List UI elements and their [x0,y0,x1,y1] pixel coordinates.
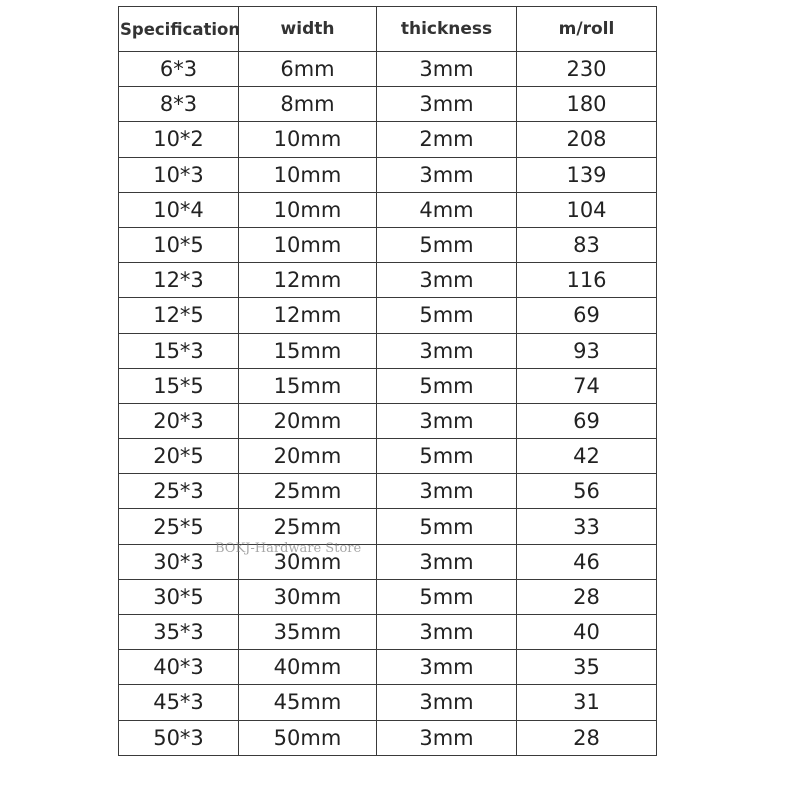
table-row [119,227,657,262]
cell-width: 20mm [239,403,377,438]
cell-thickness: 5mm [377,298,517,333]
spec-table [118,6,657,756]
cell-thickness: 5mm [377,509,517,544]
cell-width: 15mm [239,368,377,403]
header-m-per-roll: m/roll [517,7,657,52]
table-row [119,720,657,755]
cell-thickness: 3mm [377,720,517,755]
table-row [119,263,657,298]
cell-width: 30mm [239,544,377,579]
cell-thickness: 3mm [377,474,517,509]
table-row [119,509,657,544]
cell-width: 25mm [239,509,377,544]
cell-width: 12mm [239,298,377,333]
cell-width: 25mm [239,474,377,509]
cell-width: 10mm [239,227,377,262]
table-row [119,439,657,474]
table-row [119,474,657,509]
cell-specification: 30*5 [119,579,239,614]
cell-m-per-roll: 93 [517,333,657,368]
cell-thickness: 3mm [377,52,517,87]
cell-specification: 25*3 [119,474,239,509]
table-row [119,368,657,403]
cell-m-per-roll: 28 [517,579,657,614]
table-row [119,122,657,157]
cell-width: 10mm [239,192,377,227]
table-row [119,685,657,720]
store-watermark: BOKJ-Hardware Store [215,541,362,556]
table-body [119,52,657,756]
table-row [119,333,657,368]
cell-m-per-roll: 139 [517,157,657,192]
cell-thickness: 5mm [377,368,517,403]
cell-width: 6mm [239,52,377,87]
cell-thickness: 3mm [377,685,517,720]
cell-specification: 50*3 [119,720,239,755]
cell-specification: 45*3 [119,685,239,720]
header-specification: Specification [119,7,239,52]
cell-thickness: 3mm [377,544,517,579]
cell-specification: 12*5 [119,298,239,333]
table-row [119,192,657,227]
cell-width: 10mm [239,157,377,192]
cell-specification: 12*3 [119,263,239,298]
table-row [119,157,657,192]
cell-specification: 30*3 [119,544,239,579]
cell-thickness: 3mm [377,157,517,192]
cell-m-per-roll: 33 [517,509,657,544]
cell-specification: 10*3 [119,157,239,192]
cell-m-per-roll: 208 [517,122,657,157]
cell-thickness: 4mm [377,192,517,227]
cell-m-per-roll: 31 [517,685,657,720]
cell-thickness: 3mm [377,263,517,298]
cell-width: 50mm [239,720,377,755]
cell-thickness: 3mm [377,650,517,685]
cell-m-per-roll: 230 [517,52,657,87]
header-row [119,7,657,52]
cell-thickness: 5mm [377,227,517,262]
cell-thickness: 5mm [377,439,517,474]
cell-specification: 15*3 [119,333,239,368]
table-row [119,87,657,122]
cell-width: 12mm [239,263,377,298]
cell-thickness: 2mm [377,122,517,157]
cell-m-per-roll: 42 [517,439,657,474]
cell-specification: 20*5 [119,439,239,474]
cell-m-per-roll: 35 [517,650,657,685]
table-row [119,544,657,579]
cell-specification: 40*3 [119,650,239,685]
cell-specification: 20*3 [119,403,239,438]
cell-specification: 10*2 [119,122,239,157]
cell-width: 45mm [239,685,377,720]
cell-m-per-roll: 180 [517,87,657,122]
cell-m-per-roll: 83 [517,227,657,262]
cell-specification: 8*3 [119,87,239,122]
table-row [119,615,657,650]
cell-m-per-roll: 40 [517,615,657,650]
table-row [119,298,657,333]
cell-thickness: 3mm [377,615,517,650]
cell-width: 10mm [239,122,377,157]
table-row [119,52,657,87]
cell-specification: 15*5 [119,368,239,403]
cell-width: 30mm [239,579,377,614]
table-row [119,403,657,438]
table-row [119,650,657,685]
cell-m-per-roll: 104 [517,192,657,227]
header-thickness: thickness [377,7,517,52]
cell-m-per-roll: 69 [517,298,657,333]
cell-m-per-roll: 28 [517,720,657,755]
header-width: width [239,7,377,52]
cell-thickness: 3mm [377,333,517,368]
cell-specification: 10*4 [119,192,239,227]
cell-m-per-roll: 46 [517,544,657,579]
cell-width: 40mm [239,650,377,685]
cell-specification: 35*3 [119,615,239,650]
cell-m-per-roll: 74 [517,368,657,403]
cell-width: 35mm [239,615,377,650]
cell-thickness: 5mm [377,579,517,614]
cell-m-per-roll: 69 [517,403,657,438]
cell-specification: 10*5 [119,227,239,262]
cell-m-per-roll: 116 [517,263,657,298]
cell-specification: 6*3 [119,52,239,87]
cell-thickness: 3mm [377,87,517,122]
cell-specification: 25*5 [119,509,239,544]
cell-m-per-roll: 56 [517,474,657,509]
cell-width: 15mm [239,333,377,368]
cell-width: 20mm [239,439,377,474]
cell-thickness: 3mm [377,403,517,438]
cell-width: 8mm [239,87,377,122]
table-header [119,7,657,52]
table-row [119,579,657,614]
